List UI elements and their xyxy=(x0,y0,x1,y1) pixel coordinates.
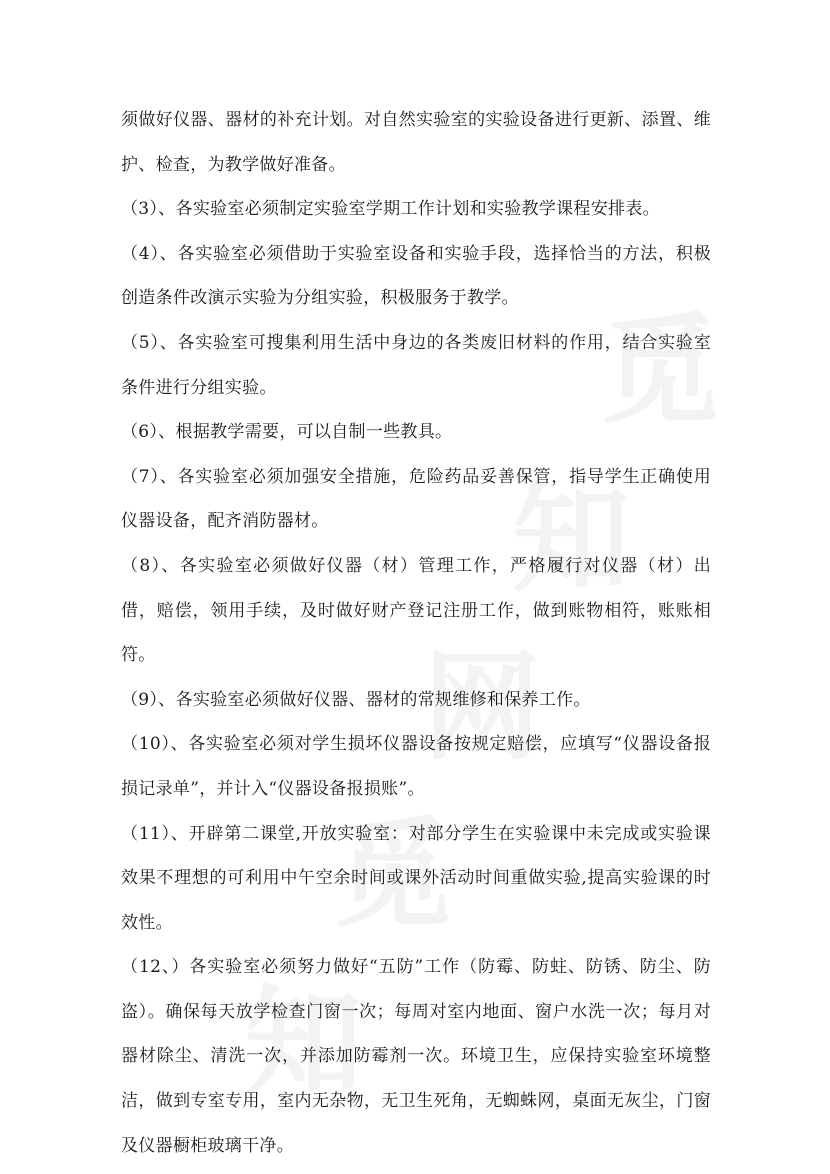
paragraph-item-7: （7）、各实验室必须加强安全措施，危险药品妥善保管，指导学生正确使用仪器设备，配齐消防器材。 xyxy=(121,466,711,532)
watermark-char: 觅 xyxy=(333,805,452,944)
watermark-char: 网 xyxy=(423,637,542,776)
paragraph-item-9: （9）、各实验室必须做好仪器、器材的常规维修和保养工作。 xyxy=(121,689,591,710)
paragraph-item-8: （8）、各实验室必须做好仪器（材）管理工作，严格履行对仪器（材）出借，赔偿，领用手续，及时做好财产登记注册工作，做到账物相符，账账相符。 xyxy=(121,555,711,666)
paragraph-item-11: （11）、开辟第二课堂,开放实验室：对部分学生在实验课中未完成或实验课效果不理想的可利用中午空余时间或课外活动时间重做实验,提高实验课的时效性。 xyxy=(121,823,711,933)
paragraph-item-3: （3）、各实验室必须制定实验室学期工作计划和实验教学课程安排表。 xyxy=(121,199,660,220)
watermark-char: 觅 xyxy=(601,302,720,441)
watermark-char: 知 xyxy=(244,973,363,1112)
paragraph-continuation: 须做好仪器、器材的补充计划。对自然实验室的实验设备进行更新、添置、维护、检查，为教学做好准备。 xyxy=(121,110,711,175)
paragraph-item-5: （5）、各实验室可搜集利用生活中身边的各类废旧材料的作用，结合实验室条件进行分组实验。 xyxy=(121,332,711,398)
paragraph-item-4: （4）、各实验室必须借助于实验室设备和实验手段，选择恰当的方法，积极创造条件改演示实验为分组实验，积极服务于教学。 xyxy=(121,243,711,309)
document-body xyxy=(121,98,711,1168)
paragraph-item-6: （6）、根据教学需要，可以自制一些教具。 xyxy=(121,422,453,443)
paragraph-item-12: （12、）各实验室必须努力做好“五防”工作（防霉、防蛀、防锈、防尘、防盗）。确保每天放学检查门窗一次；每周对室内地面、窗户水洗一次；每月对器材除尘、清洗一次，并添加防霉剂一次。环境卫生，应保持实验室环境整洁，做到专室专用，室内无杂物，无卫生死角，无蜘蛛网，桌面无灰尘，门窗及仪器橱柜玻璃干净。 xyxy=(121,957,711,1156)
paragraph-item-10: （10）、各实验室必须对学生损坏仪器设备按规定赔偿，应填写“仪器设备报损记录单”，并计入“仪器设备报损账”。 xyxy=(121,734,711,799)
watermark-char: 知 xyxy=(512,469,631,608)
